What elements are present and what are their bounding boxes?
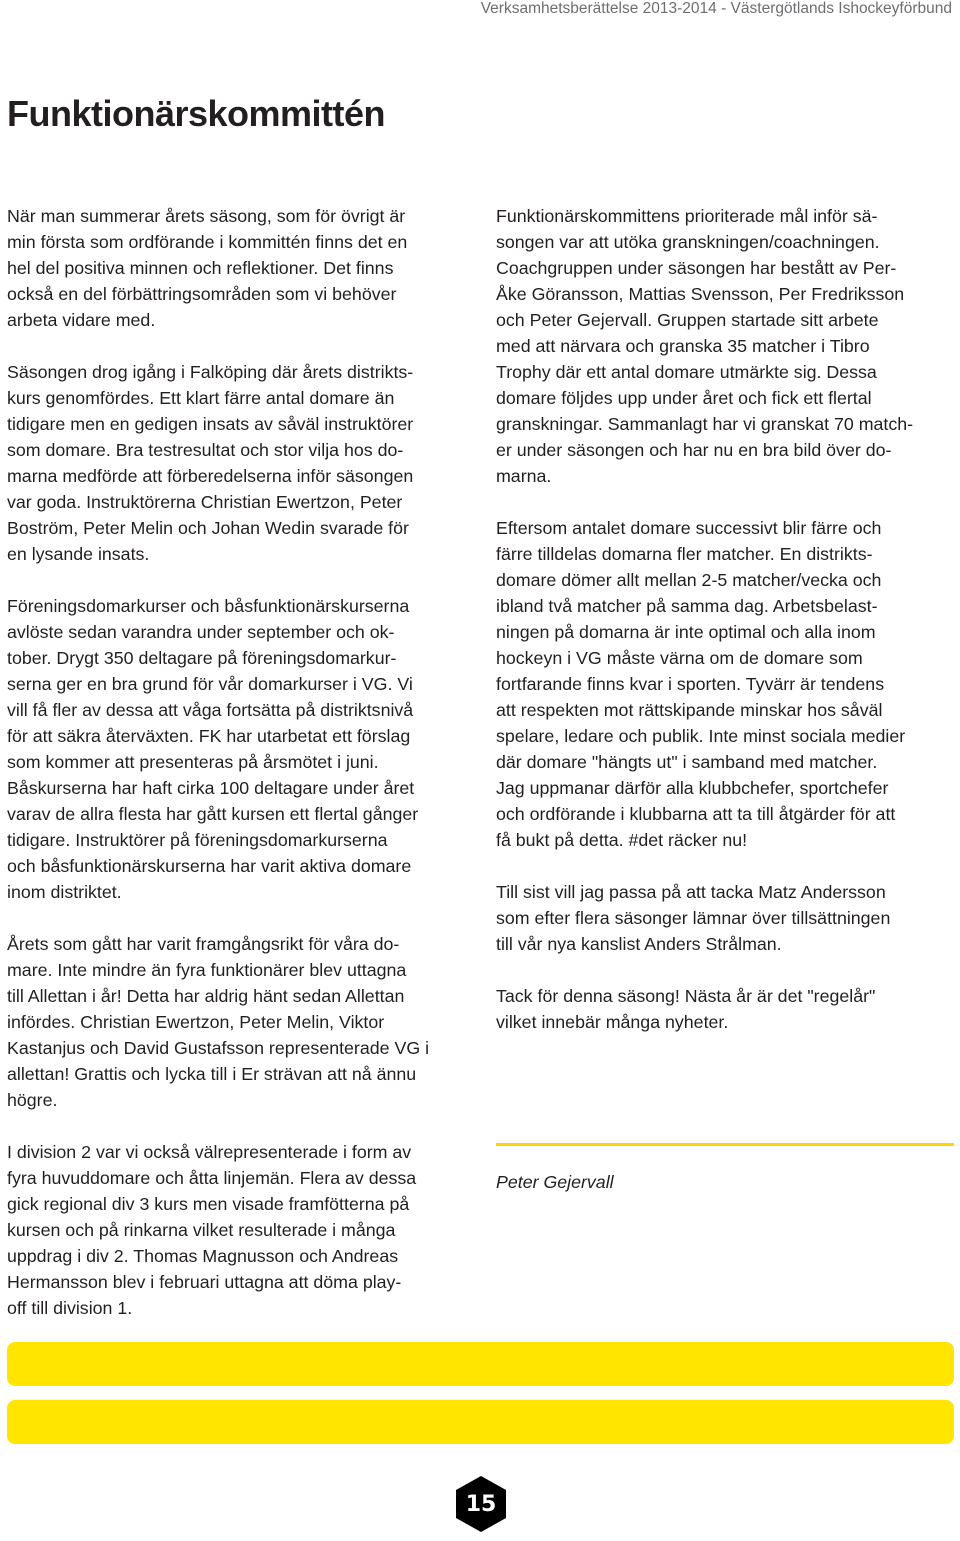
left-column (7, 203, 477, 1347)
paragraph-coaching-goal: Funktionärskommittens prioriterade mål inför sä- songen var att utöka granskningen/coachningen. Coachgruppen under säsongen har bestått av Per- Åke Göransson, Mattias Svensson, Per Fredriksson och Peter Gejervall. Gruppen startade sitt arbete med att närvara och granska 35 matcher i Tibro Trophy där ett antal domare utmärkte sig. Dessa domare följdes upp under året och fick ett flertal granskningar. Sammanlagt har vi granskat 70 match- er under säsongen och har nu en bra bild över do- marna. (496, 206, 914, 486)
paragraph-club-courses: Föreningsdomarkurser och båsfunktionärskurserna avlöste sedan varandra under september och ok- tober. Drygt 350 deltagare på föreningsdomarkur- serna ger en bra grund för vår domarkurser i VG. Vi vill få fler av dessa att våga fortsätta på distriktsnivå för att säkra återväxten. FK har utarbetat ett förslag som kommer att presenteras på årsmötet i juni. Båskurserna har haft cirka 100 deltagare under året varav de allra flesta har gått kursen ett flertal gånger tidigare. Instruktörer på föreningsdomarkurserna och båsfunktionärskurserna har varit aktiva domare inom distriktet. (7, 596, 419, 902)
paragraph-allettan: Årets som gått har varit framgångsrikt för våra do- mare. Inte mindre än fyra funktionärer blev uttagna till Allettan i år! Detta har aldrig hänt sedan Allettan infördes. Christian Ewertzon, Peter Melin, Viktor Kastanjus och David Gustafsson representerade VG i allettan! Grattis och lycka till i Er strävan att nå ännu högre. (7, 934, 430, 1110)
paragraph-intro: När man summerar årets säsong, som för övrigt är min första som ordförande i kommittén finns det en hel del positiva minnen och reflektioner. Det finns också en del förbättringsområden som vi behöver arbeta vidare med. (7, 206, 408, 330)
page-number: 15 (465, 1491, 497, 1517)
footer-bar-bottom (7, 1400, 954, 1444)
page-title: Funktionärskommittén (7, 93, 386, 134)
paragraph-division-2: I division 2 var vi också välrepresenterade i form av fyra huvuddomare och åtta linjemän. Flera av dessa gick regional div 3 kurs men visade framfötterna på kursen och på rinkarna vilket resulterade i många uppdrag i div 2. Thomas Magnusson och Andreas Hermansson blev i februari uttagna att döma play- off till division 1. (7, 1142, 417, 1318)
paragraph-thanks: Till sist vill jag passa på att tacka Matz Andersson som efter flera säsonger lämnar över tillsättningen till vår nya kanslist Anders Strålman. (496, 882, 891, 954)
page-number-badge (455, 1475, 507, 1533)
right-column (496, 203, 956, 1061)
signature: Peter Gejervall (496, 1172, 614, 1192)
paragraph-closing: Tack för denna säsong! Nästa år är det "regelår" vilket innebär många nyheter. (496, 986, 876, 1032)
signature-divider (496, 1143, 954, 1146)
paragraph-district-course: Säsongen drog igång i Falköping där årets distrikts- kurs genomfördes. Ett klart färre antal domare än tidigare men en gedigen insats av såväl instruktörer som domare. Bra testresultat och stor vilja hos do- marna medförde att förberedelserna inför säsongen var goda. Instruktörerna Christian Ewertzon, Peter Boström, Peter Melin och Johan Wedin svarade för en lysande insats. (7, 362, 414, 564)
footer-bar-top (7, 1342, 954, 1386)
running-header: Verksamhetsberättelse 2013-2014 - Västergötlands Ishockeyförbund (480, 0, 952, 17)
paragraph-referee-shortage: Eftersom antalet domare successivt blir färre och färre tilldelas domarna fler matcher. En distrikts- domare dömer allt mellan 2-5 matcher/vecka och ibland två matcher på samma dag. Arbetsbelast- ningen på domarna är inte optimal och alla inom hockeyn i VG måste värna om de domare som fortfarande finns kvar i sporten. Tyvärr är tendens att respekten mot rättskipande minskar hos såväl spelare, ledare och publik. Inte minst sociala medier där domare "hängts ut" i samband med matcher. Jag uppmanar därför alla klubbchefer, sportchefer och ordförande i klubbarna att ta till åtgärder för att få bukt på detta. #det räcker nu! (496, 518, 906, 850)
